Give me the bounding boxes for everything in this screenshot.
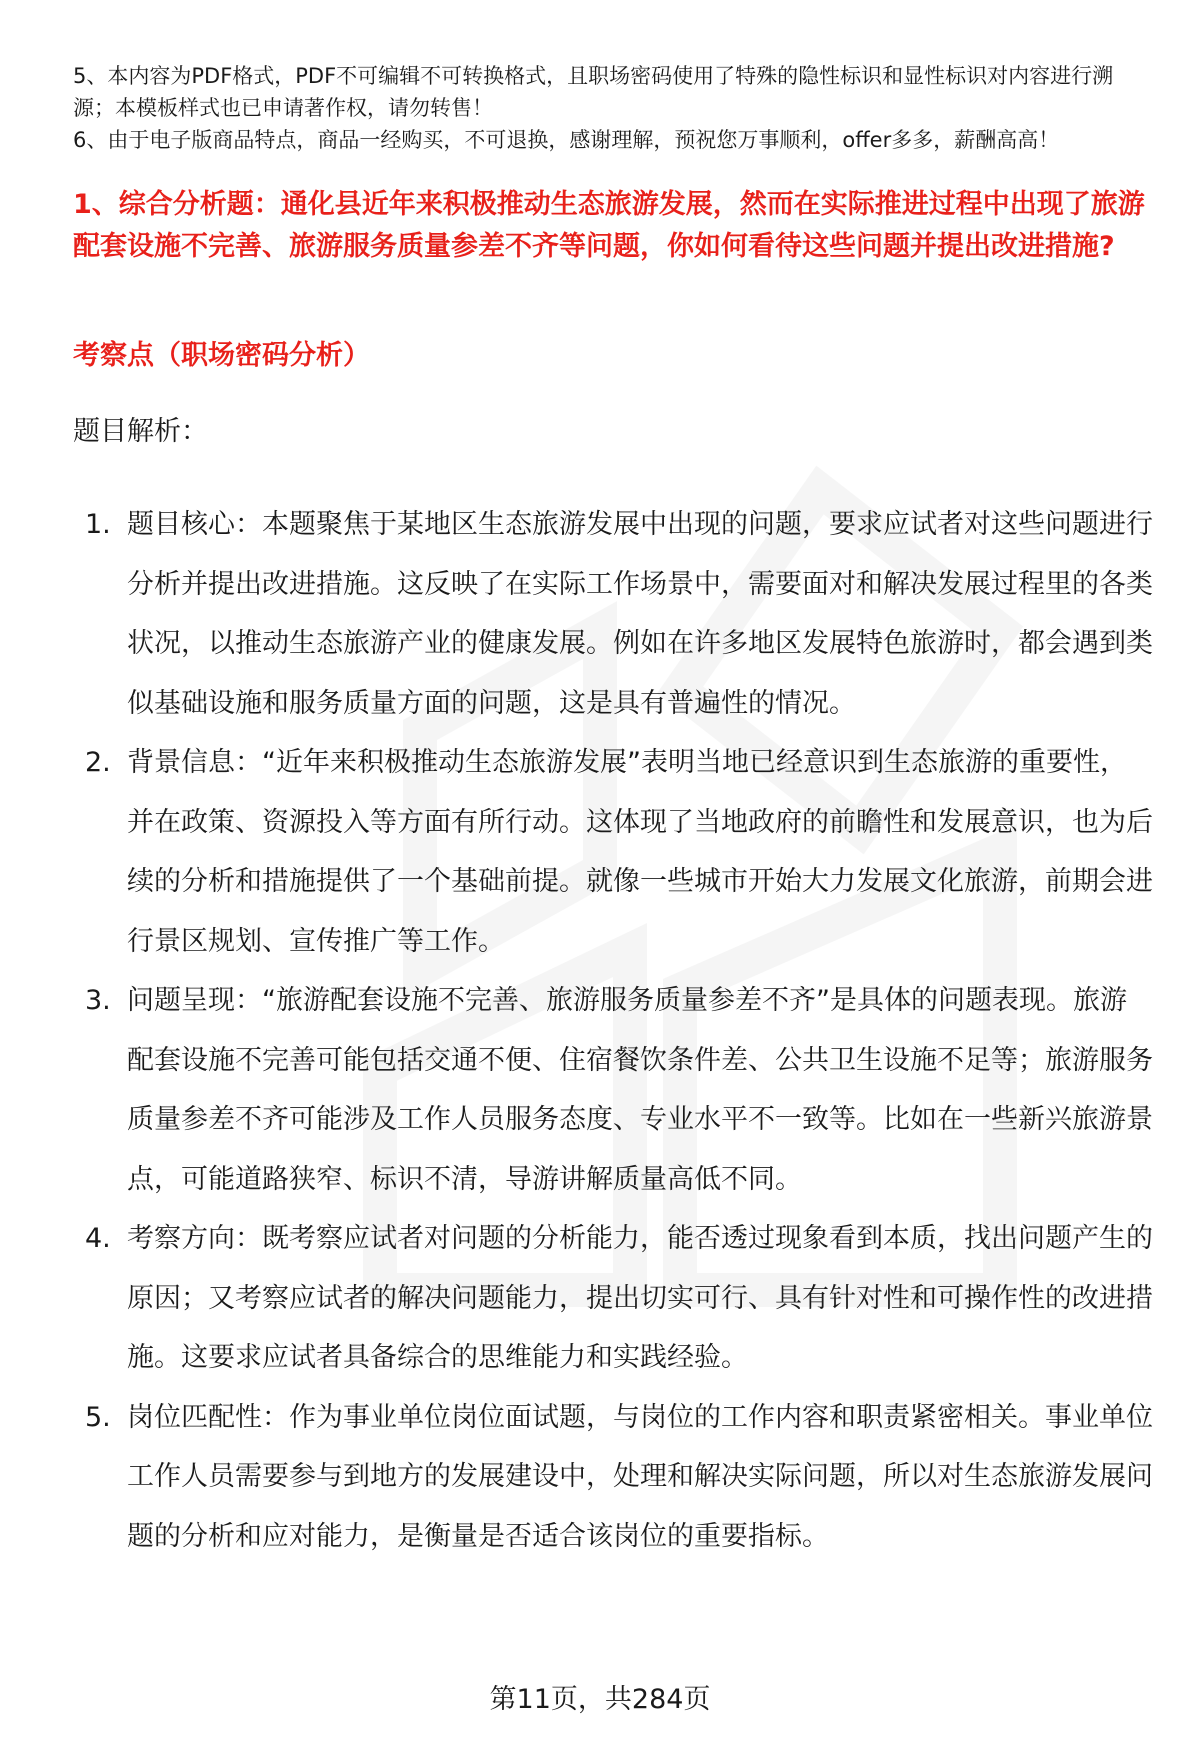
note-refund: 6、由于电子版商品特点，商品一经购买，不可退换，感谢理解，预祝您万事顺利，offer多多，薪酬高高！ (73, 128, 1060, 152)
item-text: 题目核心：本题聚焦于某地区生态旅游发展中出现的问题，要求应试者对这些问题进行分析并提出改进措施。这反映了在实际工作场景中，需要面对和解决发展过程里的各类状况，以推动生态旅游产业的健康发展。例如在许多地区发展特色旅游时，都会遇到类似基础设施和服务质量方面的问题，这是具有普遍性的情况。 (127, 509, 1153, 719)
question-heading: 1、综合分析题：通化县近年来积极推动生态旅游发展，然而在实际推进过程中出现了旅游配套设施不完善、旅游服务质量参差不齐等问题，你如何看待这些问题并提出改进措施? (73, 189, 1145, 262)
list-item (73, 1388, 1153, 1567)
item-text: 岗位匹配性：作为事业单位岗位面试题，与岗位的工作内容和职责紧密相关。事业单位工作人员需要参与到地方的发展建设中，处理和解决实际问题，所以对生态旅游发展问题的分析和应对能力，是衡量是否适合该岗位的重要指标。 (127, 1401, 1153, 1552)
item-number: 4. (85, 1223, 111, 1254)
note-copyright: 5、本内容为PDF格式，PDF不可编辑不可转换格式，且职场密码使用了特殊的隐性标识和显性标识对内容进行溯源；本模板样式也已申请著作权，请勿转售！ (73, 64, 1114, 120)
list-item (73, 495, 1153, 733)
list-item (73, 733, 1153, 971)
item-number: 2. (85, 747, 111, 778)
list-item (73, 1209, 1153, 1388)
item-number: 3. (85, 985, 111, 1016)
analysis-title: 题目解析： (73, 416, 208, 447)
item-number: 5. (85, 1401, 111, 1433)
item-number: 1. (85, 509, 111, 540)
section-title: 考察点（职场密码分析） (73, 340, 370, 371)
item-text: 考察方向：既考察应试者对问题的分析能力，能否透过现象看到本质，找出问题产生的原因；又考察应试者的解决问题能力，提出切实可行、具有针对性和可操作性的改进措施。这要求应试者具备综合的思维能力和实践经验。 (127, 1223, 1153, 1373)
purchase-notes (73, 60, 1153, 156)
list-item (73, 971, 1153, 1209)
page-number: 第11页，共284页 (489, 1684, 711, 1715)
item-text: 背景信息：“近年来积极推动生态旅游发展”表明当地已经意识到生态旅游的重要性，并在政策、资源投入等方面有所行动。这体现了当地政府的前瞻性和发展意识，也为后续的分析和措施提供了一个基础前提。就像一些城市开始大力发展文化旅游，前期会进行景区规划、宣传推广等工作。 (127, 747, 1153, 957)
item-text: 问题呈现：“旅游配套设施不完善、旅游服务质量参差不齐”是具体的问题表现。旅游配套设施不完善可能包括交通不便、住宿餐饮条件差、公共卫生设施不足等；旅游服务质量参差不齐可能涉及工作人员服务态度、专业水平不一致等。比如在一些新兴旅游景点，可能道路狭窄、标识不清，导游讲解质量高低不同。 (127, 985, 1153, 1195)
analysis-list (73, 495, 1153, 1566)
